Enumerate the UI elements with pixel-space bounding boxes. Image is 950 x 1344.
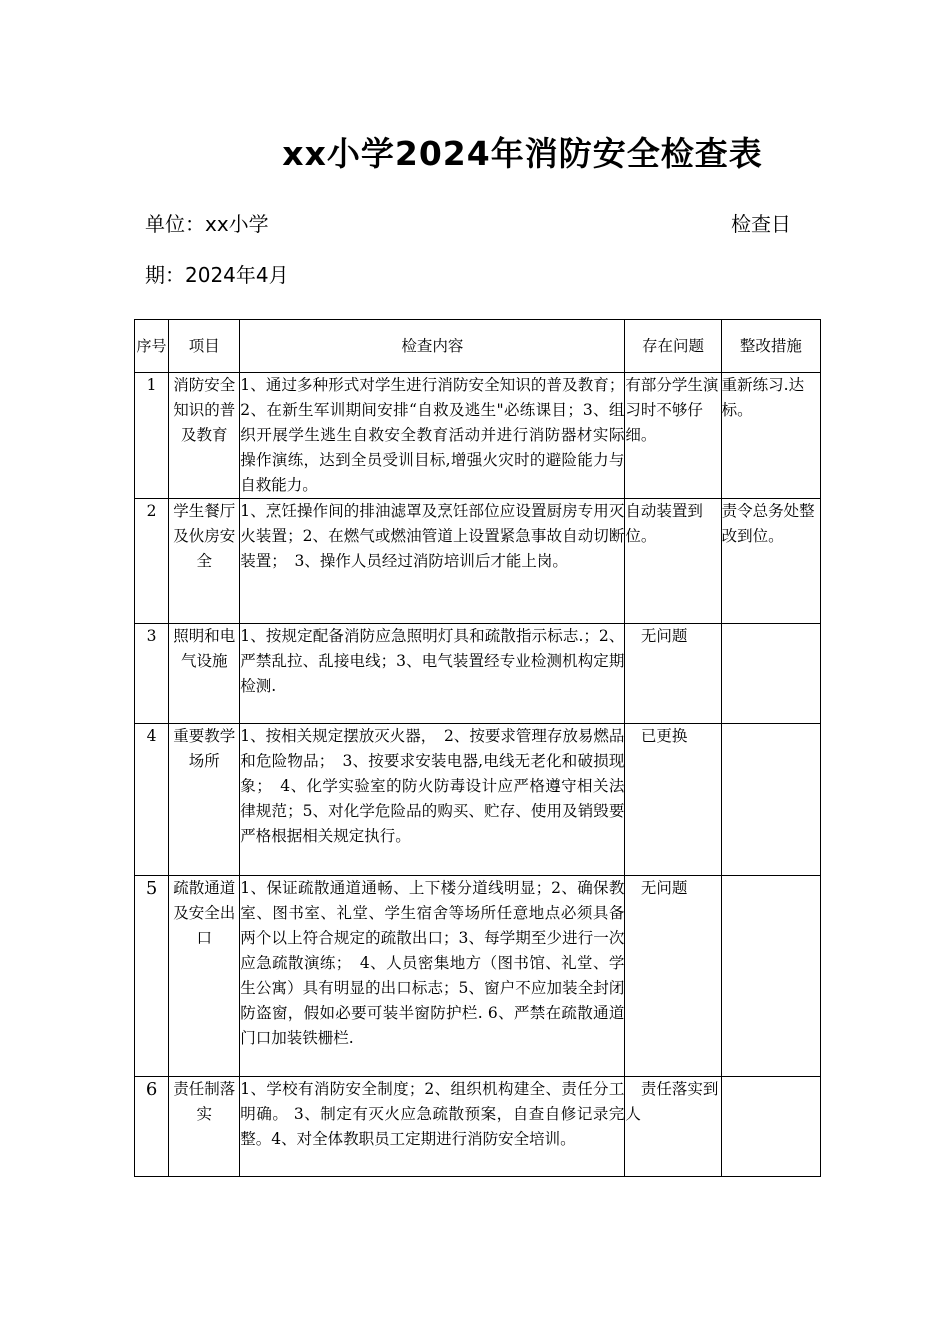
row-number: 4 (135, 724, 169, 876)
row-issue: 有部分学生演习时不够仔细。 (625, 373, 721, 499)
row-item: 照明和电气设施 (169, 624, 240, 724)
row-item: 重要教学场所 (169, 724, 240, 876)
row-number: 1 (135, 373, 169, 499)
row-fix: 重新练习.达标。 (721, 373, 820, 499)
table-row (135, 373, 821, 499)
row-fix: 责令总务处整改到位。 (721, 499, 820, 624)
row-issue: 责任落实到人 (625, 1077, 721, 1177)
row-fix (721, 724, 820, 876)
row-content: 1、保证疏散通道通畅、上下楼分道线明显；2、确保教室、图书室、礼堂、学生宿舍等场所任意地点必须具备两个以上符合规定的疏散出口；3、每学期至少进行一次应急疏散演练； 4、人员密集地方（图书馆、礼堂、学生公寓）具有明显的出口标志；5、窗户不应加装全封闭防盗窗，假如必要可装半窗防护栏. 6、严禁在疏散通道门口加装铁栅栏. (240, 876, 625, 1077)
row-issue: 无问题 (625, 876, 721, 1077)
row-fix (721, 624, 820, 724)
row-item: 消防安全知识的普及教育 (169, 373, 240, 499)
row-item: 疏散通道及安全出口 (169, 876, 240, 1077)
row-content: 1、通过多种形式对学生进行消防安全知识的普及教育；2、在新生军训期间安排“自救及逃生"必练课目；3、组织开展学生逃生自救安全教育活动并进行消防器材实际操作演练，达到全员受训目标,增强火灾时的避险能力与自救能力。 (240, 373, 625, 499)
unit-line: 单位：xx小学 (145, 212, 269, 236)
row-content: 1、按规定配备消防应急照明灯具和疏散指示标志.；2、严禁乱拉、乱接电线；3、电气装置经专业检测机构定期检测. (240, 624, 625, 724)
header-item: 项目 (169, 320, 240, 373)
header-fix: 整改措施 (721, 320, 820, 373)
table-row (135, 499, 821, 624)
table-header-row (135, 320, 821, 373)
row-number: 5 (135, 876, 169, 1077)
row-fix (721, 876, 820, 1077)
header-issue: 存在问题 (625, 320, 721, 373)
header-no: 序号 (135, 320, 169, 373)
row-item: 学生餐厅及伙房安全 (169, 499, 240, 624)
row-number: 2 (135, 499, 169, 624)
page-title: xx小学2024年消防安全检查表 (282, 134, 763, 173)
row-issue: 无问题 (625, 624, 721, 724)
row-content: 1、按相关规定摆放灭火器， 2、按要求管理存放易燃品和危险物品； 3、按要求安装电器,电线无老化和破损现象； 4、化学实验室的防火防毒设计应严格遵守相关法律规范；5、对化学危险品的购买、贮存、使用及销毁要严格根据相关规定执行。 (240, 724, 625, 876)
row-issue: 自动装置到位。 (625, 499, 721, 624)
row-content: 1、烹饪操作间的排油滤罩及烹饪部位应设置厨房专用灭火装置；2、在燃气或燃油管道上设置紧急事故自动切断装置； 3、操作人员经过消防培训后才能上岗。 (240, 499, 625, 624)
table-row (135, 624, 821, 724)
table-row (135, 1077, 821, 1177)
date-line: 期：2024年4月 (145, 263, 289, 287)
date-label: 检查日 (731, 212, 791, 236)
table-row (135, 876, 821, 1077)
row-issue: 已更换 (625, 724, 721, 876)
row-fix (721, 1077, 820, 1177)
row-number: 3 (135, 624, 169, 724)
table-row (135, 724, 821, 876)
header-content: 检查内容 (240, 320, 625, 373)
row-content: 1、学校有消防安全制度；2、组织机构建全、责任分工明确。 3、制定有灭火应急疏散预案，自查自修记录完整。4、对全体教职员工定期进行消防安全培训。 (240, 1077, 625, 1177)
row-number: 6 (135, 1077, 169, 1177)
row-item: 责任制落实 (169, 1077, 240, 1177)
inspection-table (134, 319, 821, 1177)
